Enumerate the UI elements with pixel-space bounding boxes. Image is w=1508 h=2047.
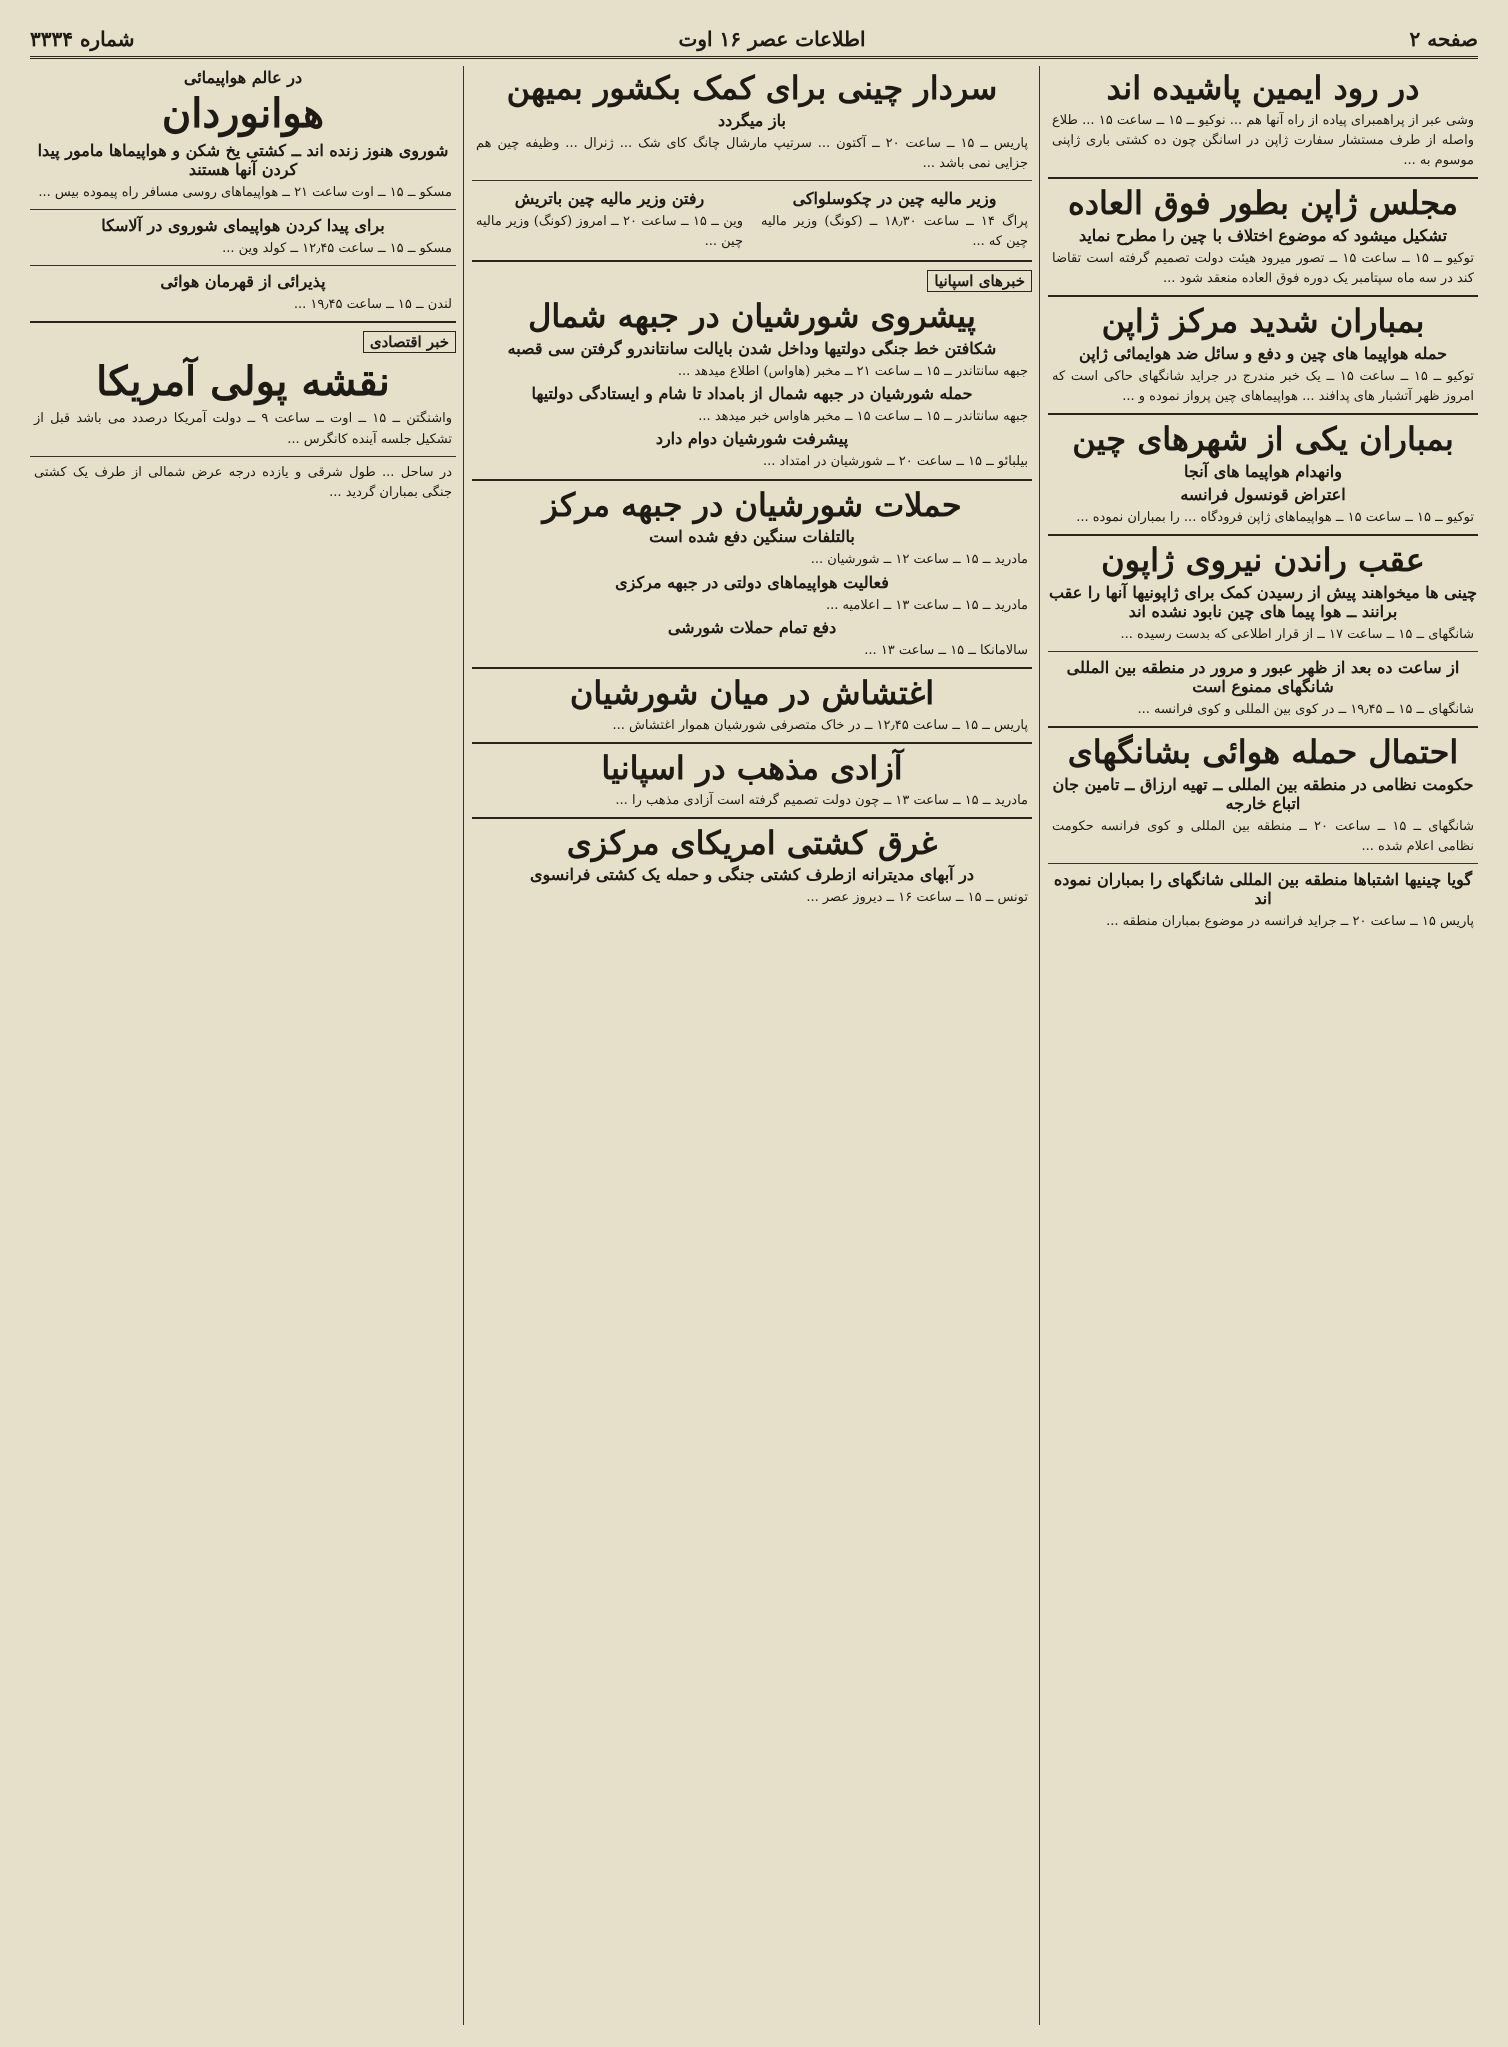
article-body: توکیو ــ ۱۵ ــ ساعت ۱۵ ــ تصور میرود هیئت دولت تصمیم گرفته است تقاضا کند در سه ماه سپتامبر یک دوره فوق العاده منعقد شود ... (1052, 251, 1474, 287)
article-body: توکیو ــ ۱۵ ــ ساعت ۱۵ ــ یک خبر مندرج در جراید شانگهای حاکی است که امروز ظهر آتشبار های پدافند ... هواپیماهای چین پرواز نموده و ... (1052, 369, 1475, 405)
subheadline: اعتراض قونسول فرانسه (1180, 485, 1346, 505)
masthead-issue: شماره ۳۳۳۴ (30, 27, 135, 51)
article-body: جبهه سانتاندر ــ ۱۵ ــ ساعت ۲۱ ــ مخبر (هاواس) اطلاع میدهد ... (677, 364, 1028, 380)
subheadline: دفع تمام حملات شورشی (667, 617, 837, 637)
column-2 (472, 66, 1032, 2025)
headline: پیشروی شورشیان در جبهه شمال (528, 297, 976, 336)
column-3 (30, 66, 456, 2025)
article-body: لندن ــ ۱۵ ــ ساعت ۱۹٫۴۵ ... (293, 297, 452, 313)
subheadline: تشکیل میشود که موضوع اختلاف با چین را مطرح نماید (1078, 226, 1448, 246)
article-body: شانگهای ــ ۱۵ ــ ۱۹٫۴۵ ــ در کوی بین المللی و کوی فرانسه ... (1137, 702, 1474, 718)
section-tag: خبر اقتصادی (363, 331, 456, 353)
subheadline: شکافتن خط جنگی دولتیها وداخل شدن بایالت سانتاندرو گرفتن سی قصبه (507, 339, 997, 359)
headline: در رود ایمین پاشیده اند (1106, 69, 1420, 107)
article-body: مادرید ــ ۱۵ ــ ساعت ۱۲ ــ شورشیان ... (810, 552, 1028, 568)
headline: حملات شورشیان در جبهه مرکز (542, 485, 962, 524)
headline: آزادی مذهب در اسپانیا (601, 748, 903, 787)
headline: مجلس ژاپن بطور فوق العاده (1068, 184, 1458, 223)
article-body: پاریس ــ ۱۵ ــ ساعت ۱۲٫۴۵ ــ در خاک متصرفی شورشیان هموار اغتشاش ... (612, 717, 1028, 733)
article-body: مادرید ــ ۱۵ ــ ساعت ۱۳ ــ اعلامیه ... (825, 597, 1028, 613)
article-body: جبهه سانتاندر ــ ۱۵ ــ ساعت ۱۵ ــ مخبر هاواس خبر میدهد ... (698, 409, 1028, 425)
column-1 (1048, 66, 1478, 2025)
headline: هوانوردان (161, 90, 325, 137)
article-body: مسکو ــ ۱۵ ــ ساعت ۱۲٫۴۵ ــ کولد وین ... (222, 241, 452, 257)
headline: بمباران یکی از شهرهای چین (1072, 420, 1454, 459)
headline: بمباران شدید مرکز ژاپن (1101, 302, 1425, 341)
subheadline: وزیر مالیه چین در چکوسلواکی (792, 189, 997, 209)
subheadline: برای پیدا کردن هواپیمای شوروی در آلاسکا (101, 216, 385, 236)
subheadline: حمله شورشیان در جبهه شمال از بامداد تا شام و ایستادگی دولتیها (531, 384, 973, 404)
columns (30, 66, 1478, 2025)
article-body: شانگهای ــ ۱۵ ــ ساعت ۱۷ ــ از قرار اطلاعی که بدست رسیده ... (1120, 627, 1474, 643)
subheadline: چینی ها میخواهند پیش از رسیدن کمک برای ژاپونیها آنها را عقب برانند ــ هوا پیما های چین نابود نشده اند (1048, 583, 1478, 622)
subheadline: پیشرفت شورشیان دوام دارد (655, 429, 849, 449)
headline: نقشه پولی آمریکا (96, 358, 390, 406)
subheadline: حمله هواپیما های چین و دفع و سائل ضد هوایمائی ژاپن (1079, 344, 1447, 364)
masthead-page: صفحه ۲ (1409, 27, 1478, 51)
section-tag: خبرهای اسپانیا (927, 270, 1032, 292)
article-body: تونس ــ ۱۵ ــ ساعت ۱۶ ــ دیروز عصر ... (806, 890, 1028, 906)
article-body: پاریس ۱۵ ــ ساعت ۲۰ ــ جراید فرانسه در موضوع بمباران منطقه ... (1106, 914, 1474, 930)
article-body: واشنگتن ــ ۱۵ ــ اوت ــ ساعت ۹ ــ دولت آمریکا درصدد می باشد قبل از تشکیل جلسه آینده کانگرس ... (34, 411, 452, 447)
subheadline: وانهدام هواپیما های آنجا (1184, 462, 1342, 482)
subheadline: گویا چینیها اشتباها منطقه بین المللی شانگهای را بمباران نموده اند (1053, 870, 1473, 909)
article-body: مسکو ــ ۱۵ ــ اوت ساعت ۲۱ ــ هواپیماهای روسی مسافر راه پیموده بیس ... (38, 185, 452, 200)
headline: سردار چینی برای کمک بکشور بمیهن (506, 69, 998, 107)
article-body: بیلبائو ــ ۱۵ ــ ساعت ۲۰ ــ شورشیان در امتداد ... (763, 454, 1028, 470)
subheadline: بالتلفات سنگین دفع شده است (649, 527, 855, 547)
kicker: در عالم هواپیمائی (183, 68, 303, 87)
article-body: در ساحل ... طول شرقی و یازده درجه عرض شمالی از طرف یک کشتی جنگی بمباران گردید ... (34, 464, 452, 500)
masthead (30, 22, 1478, 59)
article-body: توکیو ــ ۱۵ ــ ساعت ۱۵ ــ هواپیماهای ژاپن فرودگاه ... را بمباران نموده ... (1076, 510, 1474, 526)
headline: اغتشاش در میان شورشیان (569, 673, 935, 712)
subheadline: رفتن وزیر مالیه چین باتریش (514, 189, 705, 209)
subheadline: در آبهای مدیترانه ازطرف کشتی جنگی و حمله یک کشتی فرانسوی (529, 865, 975, 885)
subheadline: از ساعت ده بعد از ظهر عبور و مرور در منطقه بین المللی شانگهای ممنوع است (1066, 658, 1460, 697)
headline: احتمال حمله هوائی بشانگهای (1067, 733, 1459, 772)
article-body: پراگ ۱۴ ــ ساعت ۱۸٫۳۰ ــ (کونگ) وزیر مالیه چین که ... (761, 214, 1029, 250)
article-body: پاریس ــ ۱۵ ــ ساعت ۲۰ ــ آکتون ... سرتیپ مارشال چانگ کای شک ... ژنرال ... وظیفه چین هم جزایی نمی باشد ... (476, 135, 1028, 171)
headline: غرق کشتی امریکای مرکزی (566, 823, 938, 862)
article-body: وین ــ ۱۵ ــ ساعت ۲۰ ــ امروز (کونگ) وزیر مالیه چین ... (476, 214, 743, 250)
article-body: مادرید ــ ۱۵ ــ ساعت ۱۳ ــ چون دولت تصمیم گرفته است آزادی مذهب را ... (615, 792, 1028, 808)
subheadline: باز میگردد (718, 110, 786, 130)
article-body: وشی عبر از پراهمبرای پیاده از راه آنها هم ... نوکیو ــ ۱۵ ــ ساعت ۱۵ ... طلاع واصله از طرف مستشار سفارت ژاپن در اسانگن چون ده کشتی باری ژاپنی موسوم به ... (1052, 112, 1474, 169)
article-body: سالامانکا ــ ۱۵ ــ ساعت ۱۳ ... (864, 642, 1028, 658)
subheadline: شوروی هنوز زنده اند ــ کشتی یخ شکن و هواپیماها مامور پیدا کردن آنها هستند (37, 141, 449, 179)
subheadline: پذیرائی از قهرمان هوائی (160, 272, 326, 292)
subheadline: فعالیت هواپیماهای دولتی در جبهه مرکزی (615, 572, 889, 592)
masthead-title: اطلاعات عصر ۱۶ اوت (678, 27, 866, 51)
subheadline: حکومت نظامی در منطقه بین المللی ــ تهیه ارزاق ــ تامین جان اتباع خارجه (1052, 775, 1474, 814)
headline: عقب راندن نیروی ژاپون (1101, 541, 1425, 580)
article-body: شانگهای ــ ۱۵ ــ ساعت ۲۰ ــ منطقه بین المللی و کوی فرانسه حکومت نظامی اعلام شده ... (1052, 819, 1474, 855)
